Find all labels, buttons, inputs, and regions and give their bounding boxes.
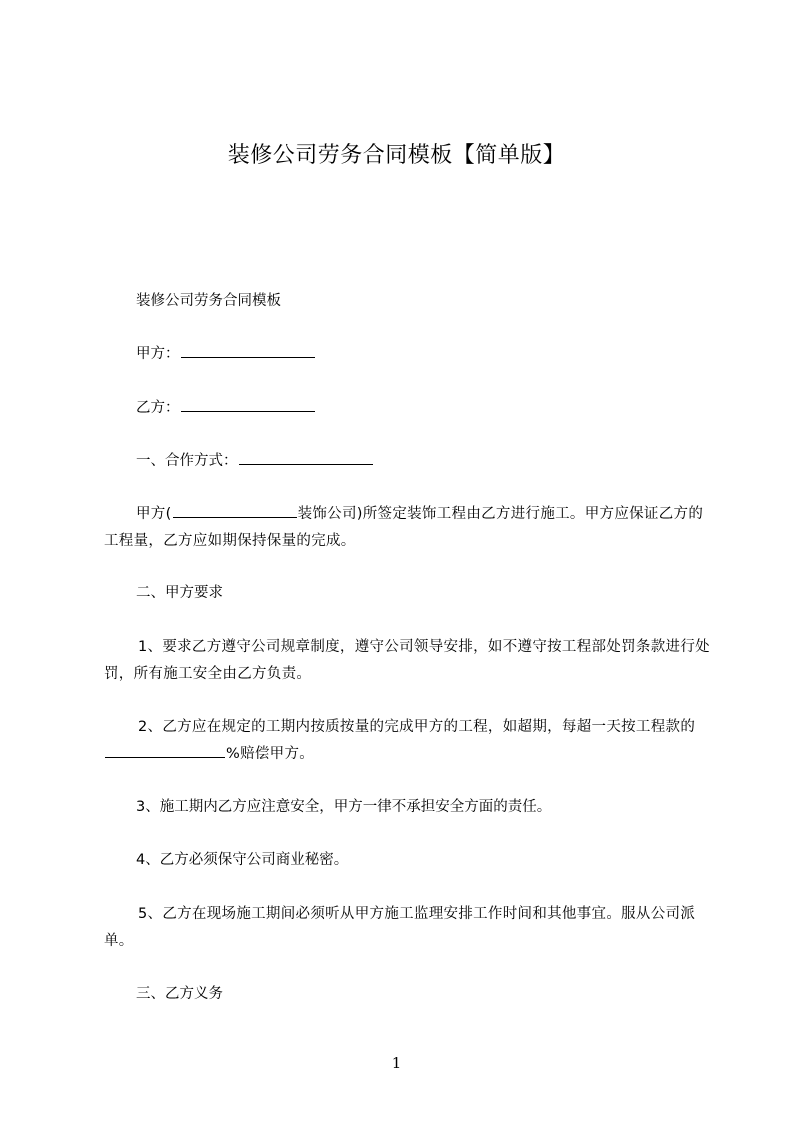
penalty-percent-blank [105, 743, 225, 758]
document-title: 装修公司劳务合同模板【简单版】 [227, 143, 566, 168]
section1-heading-line [136, 448, 746, 475]
section1-paragraph [104, 501, 714, 555]
section1-para-prefix: 甲方( [136, 506, 172, 522]
requirement-item-2: 2、乙方应在规定的工期内按质按量的完成甲方的工程，如超期，每超一天按工程款的%赔偿甲方。 [104, 714, 714, 768]
party-a-line [136, 341, 746, 368]
requirement-item-3: 3、施工期内乙方应注意安全，甲方一律不承担安全方面的责任。 [136, 799, 552, 815]
cooperation-blank [239, 450, 373, 465]
document-subtitle: 装修公司劳务合同模板 [136, 293, 281, 309]
party-b-line [136, 395, 746, 422]
section1-para-text: 装饰公司)所签定装饰工程由乙方进行施工。甲方应保证乙方的工程量，乙方应如期保持保量的完成。 [104, 506, 704, 549]
requirement-item-1: 1、要求乙方遵守公司规章制度，遵守公司领导安排，如不遵守按工程部处罚条款进行处罚，所有施工安全由乙方负责。 [104, 639, 710, 682]
party-b-blank [181, 397, 315, 412]
party-a-label: 甲方： [136, 346, 180, 362]
section1-heading: 一、合作方式： [136, 453, 238, 469]
section2-heading: 二、甲方要求 [136, 585, 223, 601]
page-number: 1 [391, 1054, 402, 1072]
party-a-blank [181, 343, 315, 358]
party-b-label: 乙方： [136, 400, 180, 416]
requirement-item-5: 5、乙方在现场施工期间必须听从甲方施工监理安排工作时间和其他事宜。服从公司派单。 [104, 906, 696, 949]
requirement-item-4: 4、乙方必须保守公司商业秘密。 [136, 852, 349, 868]
section3-heading: 三、乙方义务 [136, 986, 223, 1002]
company-name-blank [173, 503, 297, 518]
